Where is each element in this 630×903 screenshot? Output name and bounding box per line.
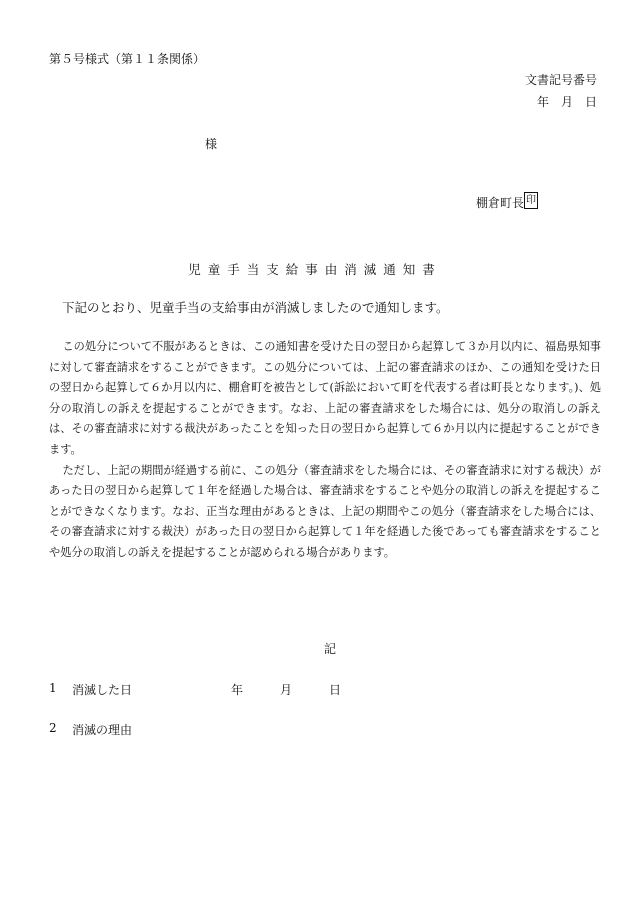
document-title: 児童手当支給事由消滅通知書 <box>188 262 442 277</box>
day-label: 日 <box>329 683 342 697</box>
appeal-paragraph-1: この処分について不服があるときは、この通知書を受けた日の翌日から起算して３か月以内に、福島県知事に対して審査請求をすることができます。この処分については、上記の審査請求のほか、この通知を受けた日の翌日から起算して６か月以内に、棚倉町を被告として(訴訟において町を代表する者は町長となります。)、処分の取消しの訴えを提起することができます。なお、上記の審査請求をした場合には、処分の取消しの訴えは、その審査請求に対する裁決があったことを知った日の翌日から起算して６か月以内に提起することができます。 <box>49 340 601 456</box>
intro-text: 下記のとおり、児童手当の支給事由が消滅しましたので通知します。 <box>62 300 449 315</box>
form-label: 第５号様式（第１１条関係） <box>49 52 206 66</box>
appeal-notice <box>49 337 601 564</box>
item-label-extinction-reason: 消滅の理由 <box>72 723 133 737</box>
item-number: 2 <box>49 721 57 735</box>
month-label: 月 <box>280 683 293 697</box>
item-label-extinction-date: 消滅した日 <box>72 683 133 697</box>
year-label: 年 <box>231 683 244 697</box>
addressee-honorific: 様 <box>205 137 218 151</box>
seal-mark: 印 <box>524 192 538 209</box>
issue-date: 年 月 日 <box>536 95 597 109</box>
item-number: 1 <box>49 681 57 695</box>
document-number: 文書記号番号 <box>524 73 597 87</box>
sender-name: 棚倉町長 <box>475 196 524 210</box>
appeal-paragraph-2: ただし、上記の期間が経過する前に、この処分（審査請求をした場合には、その審査請求に対する裁決）があった日の翌日から起算して１年を経過した場合は、審査請求をすることや処分の取消しの訴えを提起することができなくなります。なお、正当な理由があるときは、上記の期間やこの処分（審査請求をした場合には、その審査請求に対する裁決）があった日の翌日から起算して１年を経過した後であっても審査請求をすることや処分の取消しの訴えを提起することが認められる場合があります。 <box>49 463 601 559</box>
ki-heading: 記 <box>323 642 336 656</box>
